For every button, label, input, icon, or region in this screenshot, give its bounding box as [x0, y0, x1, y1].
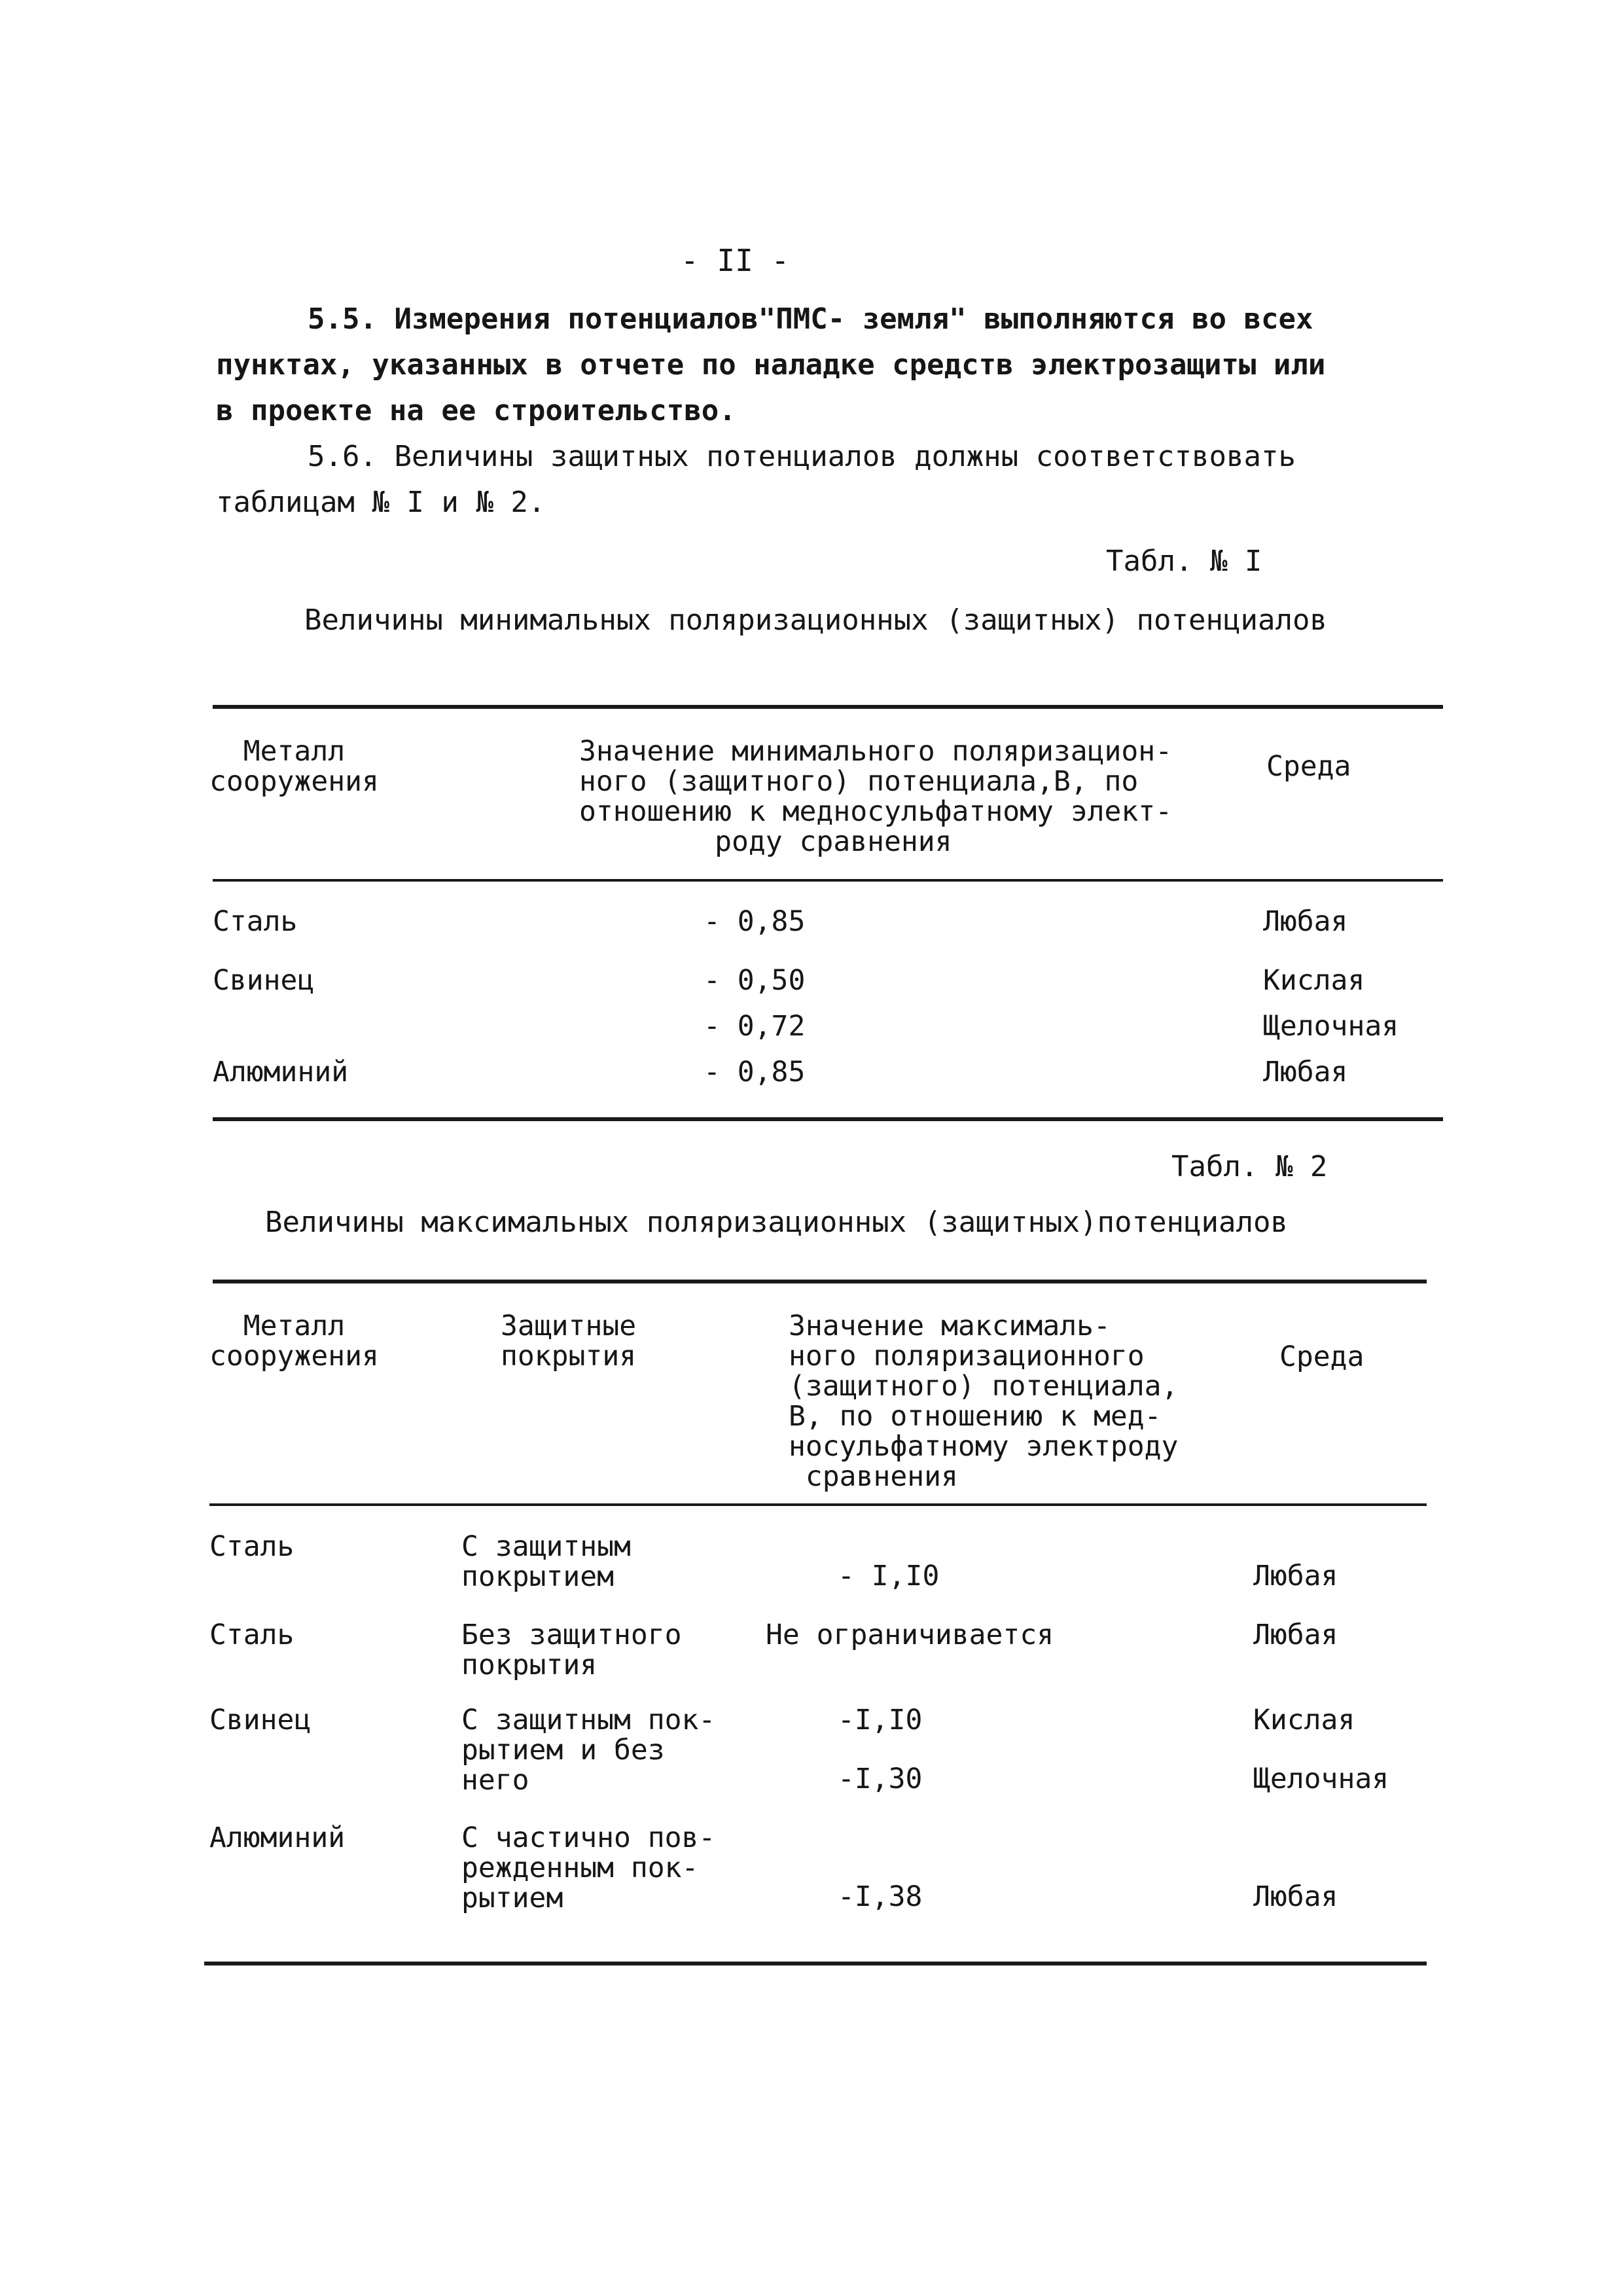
table-1-row-3-value: - 0,72 — [704, 1010, 806, 1043]
table-2-row-5-metal: Алюминий — [209, 1821, 346, 1854]
table-2-row-5-value: -I,38 — [838, 1880, 923, 1913]
table-2-row-1-metal: Сталь — [209, 1530, 294, 1563]
table-2-header-metal: Металл сооружения — [209, 1310, 379, 1372]
table-1-row-1-value: - 0,85 — [704, 905, 806, 938]
table-2-header-medium: Среда — [1279, 1340, 1364, 1373]
paragraph-5-5-line-3: в проекте на ее строительство. — [216, 394, 736, 427]
table-2-row-3-medium: Кислая — [1253, 1704, 1355, 1736]
table-2-top-rule — [213, 1280, 1427, 1283]
table-1-label: Табл. № I — [1106, 545, 1262, 578]
paragraph-5-6-line-1: 5.6. Величины защитных потенциалов должны соответствовать — [308, 440, 1296, 473]
paragraph-5-6-line-2: таблицам № I и № 2. — [216, 486, 546, 519]
paragraph-5-5-line-1: 5.5. Измерения потенциалов"ПМС- земля" выполняются во всех — [308, 302, 1313, 336]
table-1-row-1-metal: Сталь — [213, 905, 298, 938]
table-1-row-1-medium: Любая — [1263, 905, 1348, 938]
table-1-row-2-metal: Свинец — [213, 964, 315, 997]
table-1-bottom-rule — [213, 1117, 1443, 1121]
table-2-row-3-value: -I,I0 — [838, 1704, 923, 1736]
table-2-row-5-coating: С частично пов- режденным пок- рытием — [461, 1821, 716, 1914]
table-1-row-2-medium: Кислая — [1263, 964, 1365, 997]
table-1-header-value: Значение минимального поляризацион- ного (защитного) потенциала,В, по отношению к медносульфатному элект- роду сравнения — [579, 735, 1173, 858]
table-1-row-3-medium: Щелочная — [1263, 1010, 1399, 1043]
table-1-header-rule — [213, 879, 1443, 882]
table-2-row-2-coating: Без защитного покрытия — [461, 1619, 682, 1681]
table-2-row-4-value: -I,30 — [838, 1763, 923, 1795]
table-2-label: Табл. № 2 — [1171, 1150, 1328, 1183]
table-2-row-1-medium: Любая — [1253, 1560, 1338, 1592]
table-1-row-4-value: - 0,85 — [704, 1056, 806, 1088]
table-2-row-5-medium: Любая — [1253, 1880, 1338, 1913]
table-1-header-metal: Металл сооружения — [209, 735, 379, 798]
table-1-title: Величины минимальных поляризационных (защитных) потенциалов — [304, 603, 1327, 637]
table-2-row-3-metal: Свинец — [209, 1704, 312, 1736]
table-2-row-2-medium: Любая — [1253, 1619, 1338, 1651]
page-number: - II - — [681, 243, 790, 278]
table-1-header-medium: Среда — [1266, 750, 1351, 783]
table-2-row-2-metal: Сталь — [209, 1619, 294, 1651]
table-2-bottom-rule — [204, 1962, 1427, 1965]
table-2-row-2-value: Не ограничивается — [766, 1619, 1054, 1651]
table-1-row-2-value: - 0,50 — [704, 964, 806, 997]
table-1-row-4-medium: Любая — [1263, 1056, 1348, 1088]
table-2-row-3-coating: С защитным пок- рытием и без него — [461, 1704, 716, 1797]
table-2-row-1-value: - I,I0 — [838, 1560, 940, 1592]
table-2-title: Величины максимальных поляризационных (защитных)потенциалов — [265, 1206, 1288, 1239]
table-2-header-coating: Защитные покрытия — [501, 1310, 637, 1372]
table-2-row-4-medium: Щелочная — [1253, 1763, 1389, 1795]
table-2-header-value: Значение максималь- ного поляризационного (защитного) потенциала, В, по отношению к мед- носульфатному электроду сравнения — [789, 1310, 1179, 1493]
table-2-row-1-coating: С защитным покрытием — [461, 1530, 631, 1593]
paragraph-5-5-line-2: пунктах, указанных в отчете по наладке средств электрозащиты или — [216, 348, 1326, 382]
table-1-top-rule — [213, 705, 1443, 709]
table-1-row-4-metal: Алюминий — [213, 1056, 349, 1088]
table-2-header-rule — [209, 1503, 1427, 1506]
